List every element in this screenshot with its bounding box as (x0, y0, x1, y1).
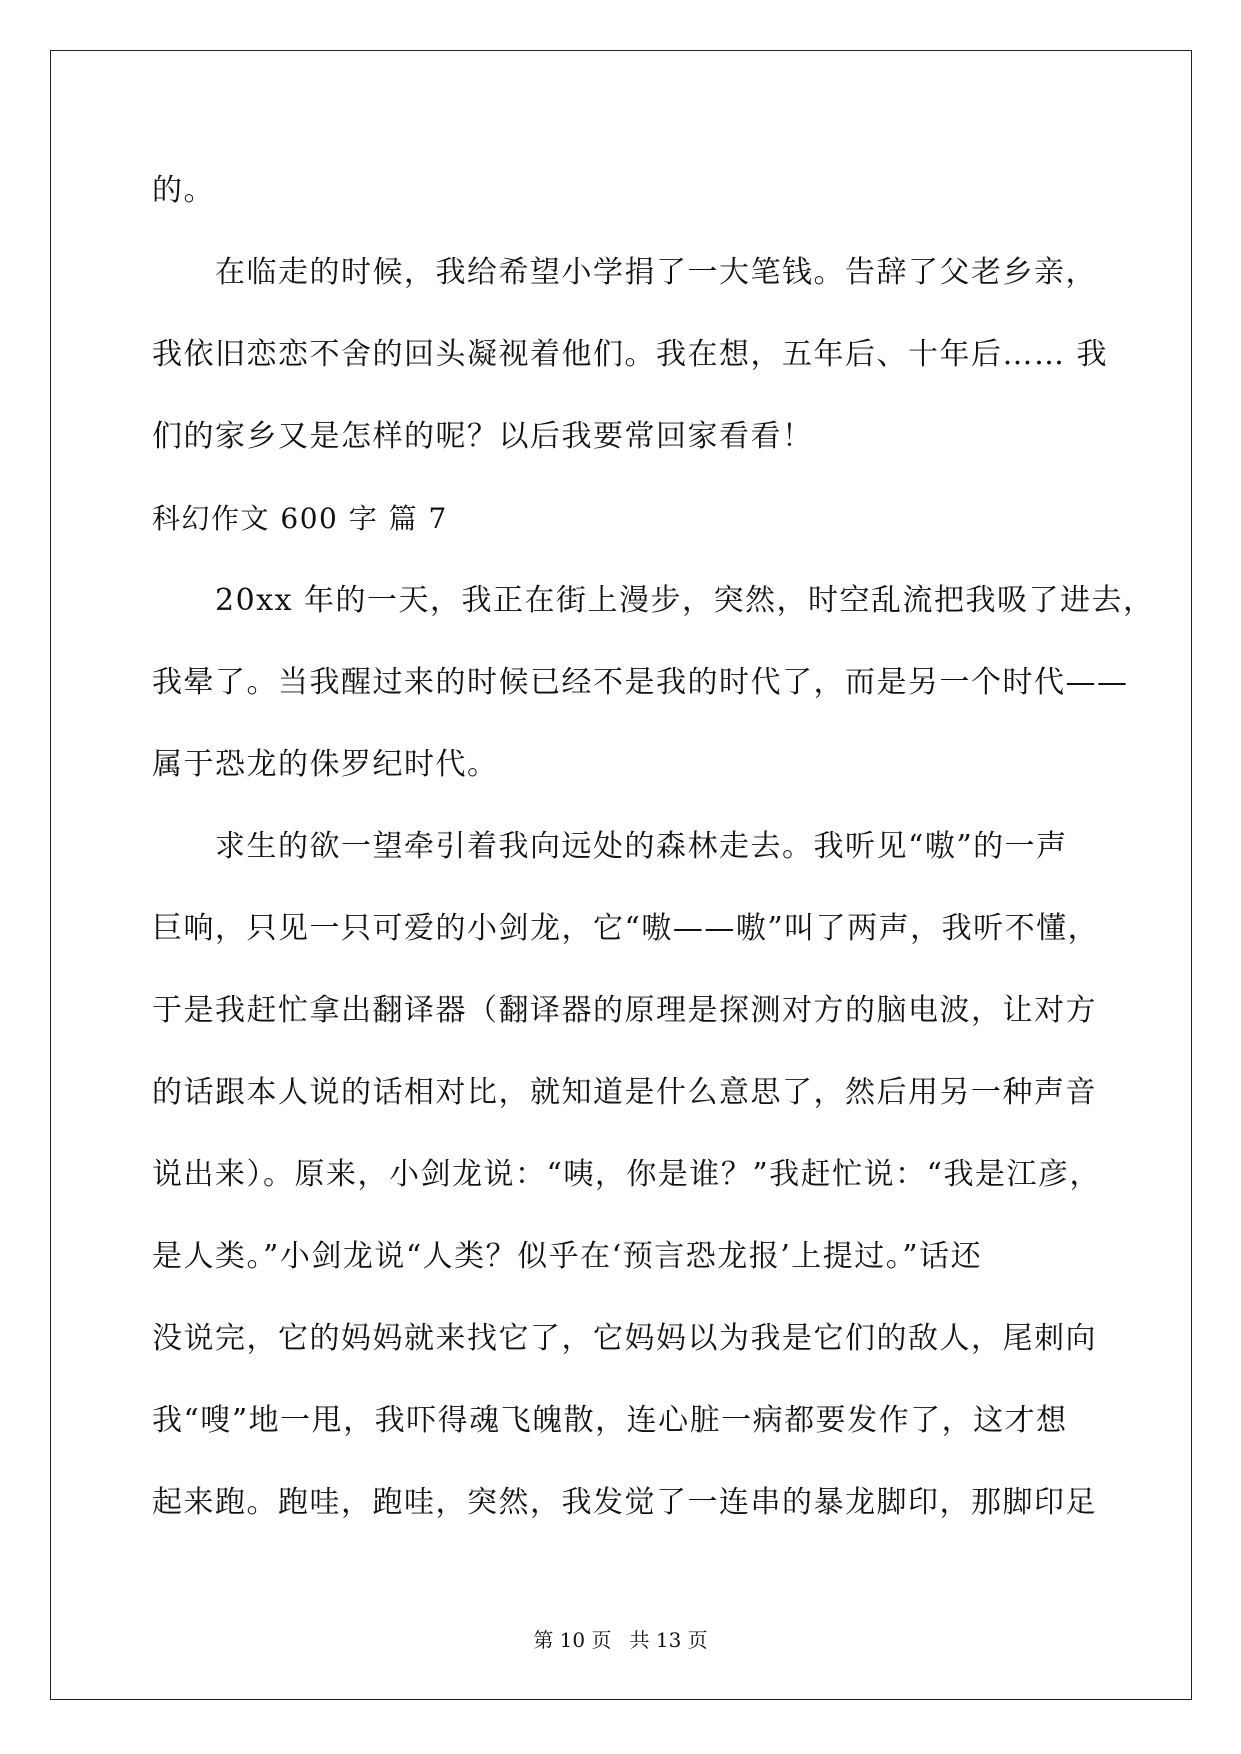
text-line: 在临走的时候，我给希望小学捐了一大笔钱。告辞了父老乡亲， (152, 255, 1097, 290)
text-line: 属于恐龙的侏罗纪时代。 (152, 747, 499, 782)
section-heading: 科幻作文 600 字 篇 7 (152, 502, 448, 535)
text-line: 说出来）。原来，小剑龙说：“咦，你是谁？”我赶忙说：“我是江彦， (152, 1157, 1102, 1192)
page-total: 共 13 页 (629, 1628, 708, 1652)
text-line: 的。 (152, 173, 215, 208)
text-line: 们的家乡又是怎样的呢？以后我要常回家看看！ (152, 419, 814, 454)
text-line: 于是我赶忙拿出翻译器（翻译器的原理是探测对方的脑电波，让对方 (152, 993, 1097, 1028)
text-line: 巨响，只见一只可爱的小剑龙，它“嗷——嗷”叫了两声，我听不懂， (152, 911, 1100, 946)
text-line: 起来跑。跑哇，跑哇，突然，我发觉了一连串的暴龙脚印，那脚印足 (152, 1485, 1097, 1520)
text-line: 没说完，它的妈妈就来找它了，它妈妈以为我是它们的敌人，尾刺向 (152, 1321, 1097, 1356)
text-line: 我依旧恋恋不舍的回头凝视着他们。我在想，五年后、十年后…… 我 (152, 337, 1109, 372)
text-line: 的话跟本人说的话相对比，就知道是什么意思了，然后用另一种声音 (152, 1075, 1097, 1110)
page-footer (0, 1626, 1241, 1654)
text-line: 是人类。”小剑龙说“人类？似乎在‘预言恐龙报’上提过。”话还 (152, 1239, 983, 1274)
page-number: 第 10 页 (533, 1628, 612, 1652)
text-line: 求生的欲一望牵引着我向远处的森林走去。我听见“嗷”的一声 (152, 829, 1068, 864)
text-line: 20xx 年的一天，我正在街上漫步，突然，时空乱流把我吸了进去， (152, 583, 1155, 618)
document-body (152, 168, 1155, 1562)
text-line: 我“嗖”地一甩，我吓得魂飞魄散，连心脏一病都要发作了，这才想 (152, 1403, 1068, 1438)
text-line: 我晕了。当我醒过来的时候已经不是我的时代了，而是另一个时代—— (152, 665, 1129, 700)
